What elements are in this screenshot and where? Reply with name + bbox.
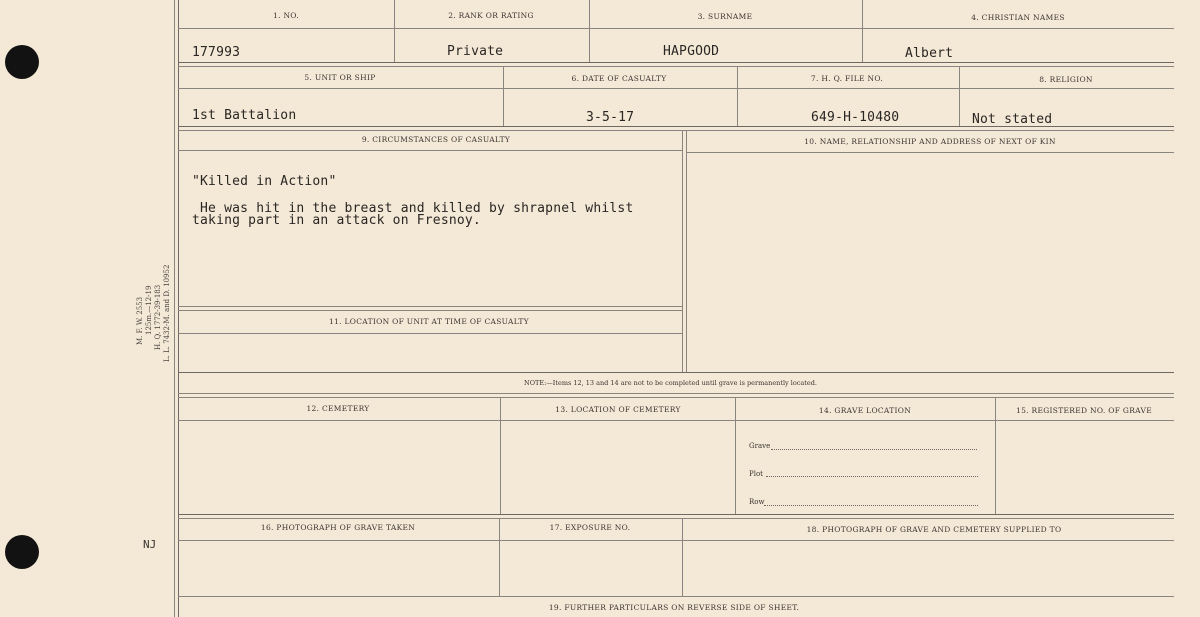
grave-field-label: Grave [749,442,771,450]
rule-row4-c1 [500,397,501,514]
grave-field-line [771,449,977,450]
header-cemetery-location: 13. LOCATION OF CEMETERY [555,405,681,414]
rule-row1-bottom [178,62,1174,63]
rule-row5-bottom [178,596,1174,597]
rule-row1-c3 [862,0,863,62]
side-print-1: M. F. W. 2553 [136,296,144,345]
rule-note-bottom [178,393,1174,394]
side-print-2: 125m.—12-19 [145,285,153,335]
value-rank: Private [447,44,504,59]
header-photo-taken: 16. PHOTOGRAPH OF GRAVE TAKEN [260,523,416,532]
plot-field-label: Plot [749,470,763,478]
rule-row5-c1 [499,518,500,596]
plot-field-line [766,476,978,477]
header-exposure: 17. EXPOSURE NO. [549,523,631,532]
row-field-label: Row [749,498,765,506]
rule-location-mid [178,333,682,334]
rule-row4-c3 [995,397,996,514]
value-date: 3-5-17 [586,110,635,125]
rule-row3-divider-a [682,130,683,372]
frame-left-inner [174,0,175,617]
stamp-nj: NJ [143,538,157,551]
footer-further: 19. FURTHER PARTICULARS ON REVERSE SIDE OF SHEET. [548,603,800,612]
header-cemetery: 12. CEMETERY [306,404,370,413]
rule-row2-c1 [503,66,504,126]
header-unit: 5. UNIT OR SHIP [304,73,376,82]
header-file: 7. H. Q. FILE NO. [810,74,884,83]
header-date: 6. DATE OF CASUALTY [571,74,667,83]
rule-row3-mid-left [178,150,682,151]
header-rank: 2. RANK OR RATING [448,11,534,20]
rule-row4-bottom [178,514,1174,515]
value-christian: Albert [905,46,954,61]
rule-row5-top [178,518,1174,519]
rule-row4-mid [178,420,1174,421]
header-surname: 3. SURNAME [697,12,753,21]
rule-row2-c3 [959,66,960,126]
circumstances-line-3: taking part in an attack on Fresnoy. [192,213,481,228]
header-circumstances: 9. CIRCUMSTANCES OF CASUALTY [361,135,511,144]
value-surname: HAPGOOD [663,44,720,59]
side-print-4: L. L. 7432-M. and D. 10952 [163,264,171,362]
rule-row5-mid [178,540,1174,541]
rule-row2-mid [178,88,1174,89]
rule-row4-c2 [735,397,736,514]
rule-row5-c2 [682,518,683,596]
value-religion: Not stated [972,112,1053,127]
side-print-3: H. Q. 1772-39-183 [154,284,162,350]
rule-row3-divider-b [686,130,687,372]
rule-location-top-b [178,310,682,311]
value-unit: 1st Battalion [192,108,297,123]
rule-row1-c2 [589,0,590,62]
rule-note-top [178,372,1174,373]
rule-location-top-a [178,306,682,307]
value-number: 177993 [192,45,241,60]
header-location: 11. LOCATION OF UNIT AT TIME OF CASUALTY [329,317,529,326]
row-field-line [764,505,978,506]
rule-row4-top [178,397,1174,398]
circumstances-line-1: "Killed in Action" [192,174,337,189]
value-file: 649-H-10480 [811,110,900,125]
header-religion: 8. RELIGION [1039,75,1093,84]
punch-hole-bottom [5,535,39,569]
rule-row1-mid [178,28,1174,29]
header-next-of-kin: 10. NAME, RELATIONSHIP AND ADDRESS OF NEXT OF KIN [804,137,1056,146]
header-christian: 4. CHRISTIAN NAMES [971,13,1065,22]
header-registered: 15. REGISTERED NO. OF GRAVE [1016,406,1152,415]
header-no: 1. NO. [273,11,299,20]
punch-hole-top [5,45,39,79]
rule-row2-top [178,66,1174,67]
header-grave-location: 14. GRAVE LOCATION [818,406,912,415]
rule-row2-c2 [737,66,738,126]
note-text: NOTE:—Items 12, 13 and 14 are not to be completed until grave is permanently located. [524,379,817,387]
circumstances-line-2: He was hit in the breast and killed by shrapnel whilst [192,201,634,216]
rule-row1-c1 [394,0,395,62]
rule-row3-top [178,130,1174,131]
frame-left [178,0,179,617]
rule-row3-mid-right [686,152,1174,153]
header-photo-supplied: 18. PHOTOGRAPH OF GRAVE AND CEMETERY SUPPLIED TO [806,525,1062,534]
